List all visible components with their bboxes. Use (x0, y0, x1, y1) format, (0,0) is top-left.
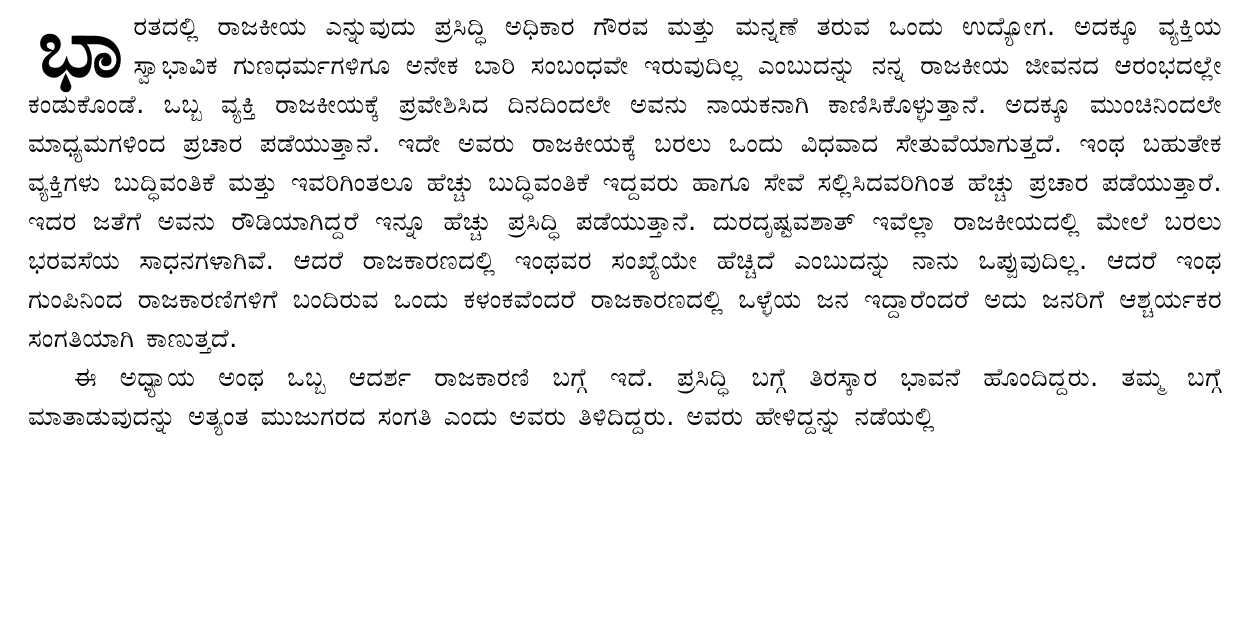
paragraph-1-text: ರತದಲ್ಲಿ ರಾಜಕೀಯ ಎನ್ನುವುದು ಪ್ರಸಿದ್ಧಿ ಅಧಿಕಾರ ಗೌರವ ಮತ್ತು ಮನ್ನಣೆ ತರುವ ಒಂದು ಉದ್ಯೋಗ. ಅದಕ್ಕೂ ವ್ಯಕ್ತಿಯ ಸ್ವಾಭಾವಿಕ ಗುಣಧರ್ಮಗಳಿಗೂ ಅನೇಕ ಬಾರಿ ಸಂಬಂಧವೇ ಇರುವುದಿಲ್ಲ ಎಂಬುದನ್ನು ನನ್ನ ರಾಜಕೀಯ ಜೀವನದ ಆರಂಭದಲ್ಲೇ ಕಂಡುಕೊಂಡೆ. ಒಬ್ಬ ವ್ಯಕ್ತಿ ರಾಜಕೀಯಕ್ಕೆ ಪ್ರವೇಶಿಸಿದ ದಿನದಿಂದಲೇ ಅವನು ನಾಯಕನಾಗಿ ಕಾಣಿಸಿಕೊಳ್ಳುತ್ತಾನೆ. ಅದಕ್ಕೂ ಮುಂಚಿನಿಂದಲೇ ಮಾಧ್ಯಮಗಳಿಂದ ಪ್ರಚಾರ ಪಡೆಯುತ್ತಾನೆ. ಇದೇ ಅವರು ರಾಜಕೀಯಕ್ಕೆ ಬರಲು ಒಂದು ವಿಧವಾದ ಸೇತುವೆಯಾಗುತ್ತದೆ. ಇಂಥ ಬಹುತೇಕ ವ್ಯಕ್ತಿಗಳು ಬುದ್ಧಿವಂತಿಕೆ ಮತ್ತು ಇವರಿಗಿಂತಲೂ ಹೆಚ್ಚು ಬುದ್ಧಿವಂತಿಕೆ ಇದ್ದವರು ಹಾಗೂ ಸೇವೆ ಸಲ್ಲಿಸಿದವರಿಗಿಂತ ಹೆಚ್ಚು ಪ್ರಚಾರ ಪಡೆಯುತ್ತಾರೆ. ಇದರ ಜತೆಗೆ ಅವನು ರೌಡಿಯಾಗಿದ್ದರೆ ಇನ್ನೂ ಹೆಚ್ಚು ಪ್ರಸಿದ್ಧಿ ಪಡೆಯುತ್ತಾನೆ. ದುರದೃಷ್ಟವಶಾತ್ ಇವೆಲ್ಲಾ ರಾಜಕೀಯದಲ್ಲಿ ಮೇಲೆ ಬರಲು ಭರವಸೆಯ ಸಾಧನಗಳಾಗಿವೆ. ಆದರೆ ರಾಜಕಾರಣದಲ್ಲಿ ಇಂಥವರ ಸಂಖ್ಯೆಯೇ ಹೆಚ್ಚಿದೆ ಎಂಬುದನ್ನು ನಾನು ಒಪ್ಪುವುದಿಲ್ಲ. ಆದರೆ ಇಂಥ ಗುಂಪಿನಿಂದ ರಾಜಕಾರಣಿಗಳಿಗೆ ಬಂದಿರುವ ಒಂದು ಕಳಂಕವೆಂದರೆ ರಾಜಕಾರಣದಲ್ಲಿ ಒಳ್ಳೆಯ ಜನ ಇದ್ದಾರೆಂದರೆ ಅದು ಜನರಿಗೆ ಆಶ್ಚರ್ಯಕರ ಸಂಗತಿಯಾಗಿ ಕಾಣುತ್ತದೆ. (28, 12, 1222, 354)
paragraph-2 (28, 359, 1222, 437)
paragraph-1 (28, 1, 1222, 359)
drop-cap: ಭಾ (38, 1, 124, 96)
paragraph-2-text: ಈ ಅಧ್ಯಾಯ ಅಂಥ ಒಬ್ಬ ಆದರ್ಶ ರಾಜಕಾರಣಿ ಬಗ್ಗೆ ಇದೆ. ಪ್ರಸಿದ್ಧಿ ಬಗ್ಗೆ ತಿರಸ್ಕಾರ ಭಾವನೆ ಹೊಂದಿದ್ದರು. ತಮ್ಮ ಬಗ್ಗೆ ಮಾತಾಡುವುದನ್ನು ಅತ್ಯಂತ ಮುಜುಗರದ ಸಂಗತಿ ಎಂದು ಅವರು ತಿಳಿದಿದ್ದರು. ಅವರು ಹೇಳಿದ್ದನ್ನು ನಡೆಯಲ್ಲಿ (28, 363, 1222, 432)
